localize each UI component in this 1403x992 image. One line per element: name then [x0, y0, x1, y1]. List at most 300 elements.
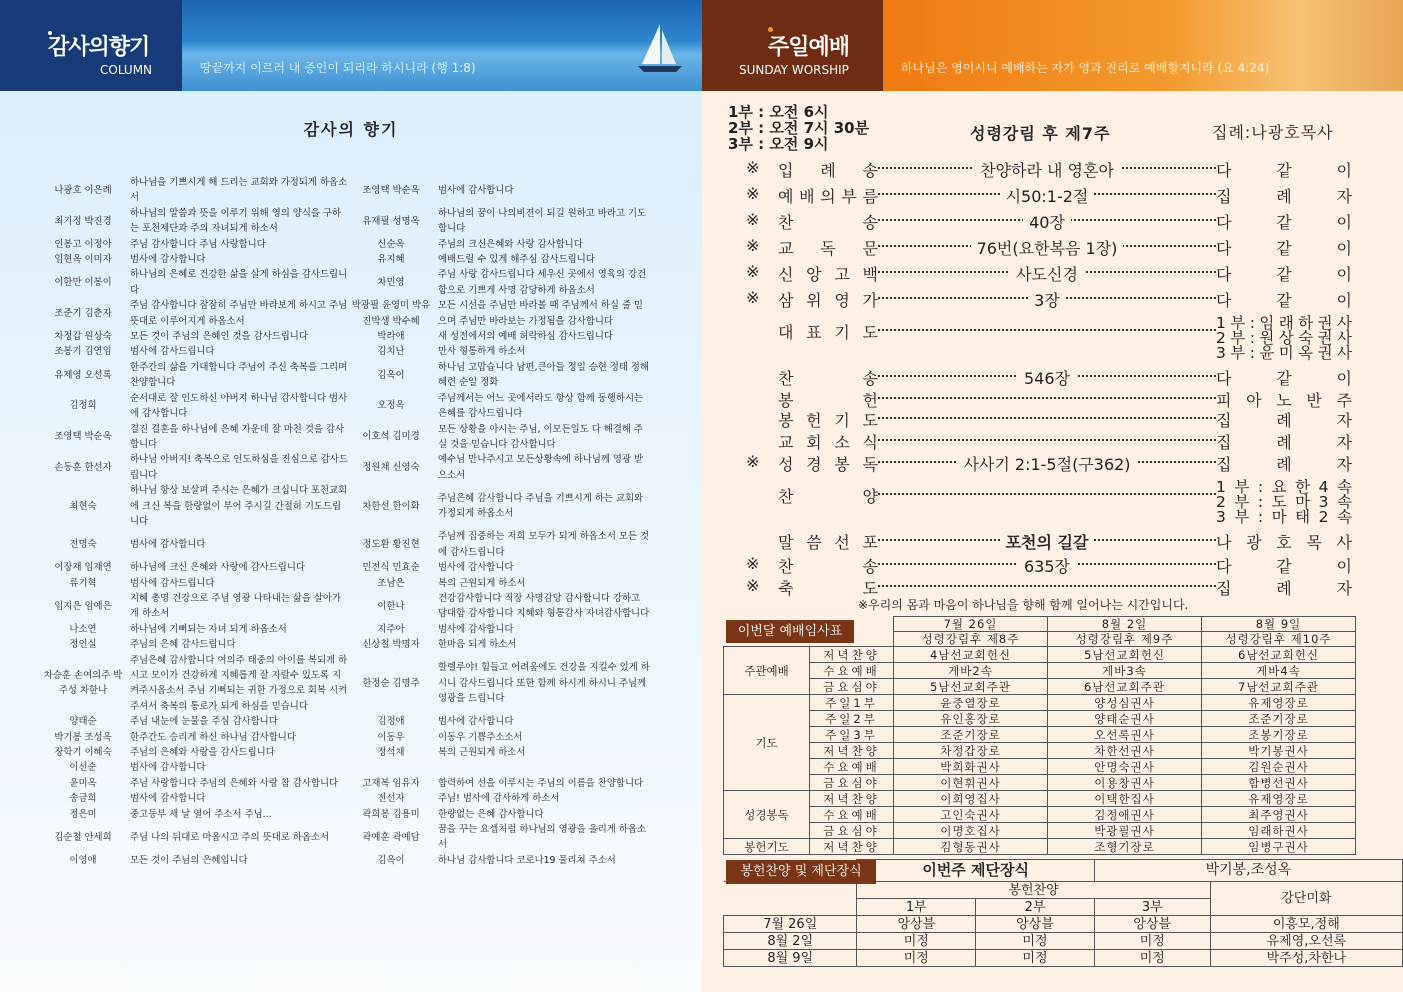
gratitude-message: 한주간의 삶을 기대합니다 주님이 주신 축복을 그리며 찬양합니다	[130, 361, 348, 389]
gratitude-message: 주님 감사합니다 주님 사랑합니다	[130, 238, 266, 250]
gratitude-message: 주님 사랑합니다 주님의 은혜와 사랑 참 감사합니다	[130, 777, 339, 789]
gratitude-message: 범사에 감사드립니다	[130, 346, 215, 358]
giver-name: 이동우	[377, 731, 405, 743]
gratitude-message: 새 성전에서의 예배 허락하심 감사드립니다	[438, 331, 613, 343]
praise-team: 앙상블	[976, 916, 1095, 933]
schedule-row	[724, 647, 1356, 663]
gratitude-list	[40, 175, 650, 868]
giver-name: 유제영 오선록	[54, 369, 112, 381]
stage-decorators: 박주성,차한나	[1210, 950, 1402, 967]
giver-name: 전선자	[377, 793, 405, 805]
standing-mark: ※	[746, 236, 760, 255]
giver-name: 고재복 임유자	[362, 777, 420, 789]
schedule-date: 7월 26일	[894, 617, 1048, 632]
order-item	[742, 408, 1352, 432]
giver-name: 나광호 이은례	[54, 184, 112, 196]
schedule-row	[724, 775, 1356, 791]
schedule-assignee: 4남선교회헌신	[894, 647, 1048, 663]
gratitude-message: 범사에 감사합니다	[438, 562, 514, 574]
giver-name: 조봉기 김연임	[54, 346, 112, 358]
order-item	[742, 478, 1352, 526]
service-title: 성령강림 후 제7주	[970, 124, 1111, 143]
schedule-assignee: 6남선교회주관	[1048, 679, 1202, 695]
giver-name: 김옥이	[377, 369, 405, 381]
praise-team: 앙상블	[857, 916, 976, 933]
gratitude-message: 하나님의 말씀과 뜻을 이루기 위해 영의 양식을 구하는 포천제단과 주의 자녀되게 하소서	[130, 207, 342, 235]
gratitude-row	[40, 853, 650, 868]
order-label: 찬 송	[778, 213, 878, 232]
order-leader: 다 같 이	[1216, 291, 1352, 310]
schedule-assignee: 최주영권사	[1202, 807, 1356, 823]
gratitude-row	[40, 560, 650, 575]
column-logo-title: 감사의향기	[48, 35, 150, 60]
schedule-assignee: 오선록권사	[1048, 727, 1202, 743]
standing-mark: ※	[746, 210, 760, 229]
order-content-text: 포천의 길갈	[1000, 533, 1095, 552]
schedule-assignee: 조준기장로	[894, 727, 1048, 743]
column-logo-subtitle: COLUMN	[100, 63, 153, 77]
praise-team: 미정	[976, 933, 1095, 950]
service-times	[728, 104, 869, 152]
order-leader: 집 례 자	[1216, 187, 1352, 206]
gratitude-row	[40, 344, 650, 359]
giver-name: 전명숙	[69, 539, 97, 551]
order-leader: 다 같 이	[1216, 239, 1352, 258]
schedule-service: 저녁찬양	[810, 743, 894, 759]
giver-name: 지주아	[377, 623, 405, 635]
order-leader: 피 아 노 반 주	[1216, 391, 1352, 410]
column-logo	[0, 0, 182, 91]
order-content-text: 76번(요한복음 1장)	[971, 239, 1124, 258]
gratitude-message: 주님 내눈에 눈물을 주심 감사합니다	[130, 716, 278, 728]
gratitude-row	[40, 791, 650, 806]
standing-mark: ※	[746, 576, 760, 595]
gratitude-message: 하나님 항상 보살펴 주시는 은혜가 크십니다 포천교회에 크신 복을 한량없이 부어 주시길 간절히 기도드립니다	[130, 485, 348, 527]
giver-name: 나소연	[69, 623, 97, 635]
giver-name: 정은미	[69, 808, 97, 820]
gratitude-message: 범사에 감사합니다	[130, 762, 206, 774]
schedule-assignee: 조형기장로	[1048, 839, 1202, 855]
order-item	[742, 184, 1352, 208]
order-item	[742, 554, 1352, 578]
schedule-assignee: 김형동권사	[894, 839, 1048, 855]
schedule-assignee: 함병선권사	[1202, 775, 1356, 791]
gratitude-message: 범사에 감사합니다	[130, 254, 206, 266]
gratitude-message: 주님의 은혜와 사랑을 감사드립니다	[130, 747, 275, 759]
gratitude-message: 주님은혜 감사합니다 여의주 태중의 아이를 복되게 하시고 모이가 건강하게 지혜롭게 잘 자랄수 있도록 지켜주시옵소서 주님 기뻐되는 귀한 가정으로 회복 시켜주셔서 축복의 통로가 되게 하심을 믿습니다	[130, 654, 348, 712]
order-leader: 집 례 자	[1216, 433, 1352, 452]
giver-name: 이한나	[377, 600, 405, 612]
gratitude-row	[40, 730, 650, 745]
order-leader-lines	[1216, 480, 1352, 525]
gratitude-row	[40, 529, 650, 560]
giver-name: 이장재 임재연	[54, 562, 112, 574]
schedule-assignee: 5남선교회주관	[894, 679, 1048, 695]
service-time: 3부 : 오전 9시	[728, 135, 829, 153]
schedule-assignee: 7남선교회주관	[1202, 679, 1356, 695]
order-leader: 다 같 이	[1216, 557, 1352, 576]
schedule-service: 주일3부	[810, 727, 894, 743]
gratitude-row	[40, 637, 650, 652]
gratitude-row	[40, 822, 650, 853]
gratitude-message: 결진 결혼을 하나님에 은혜 가운데 잘 마친 것을 감사합니다	[130, 423, 345, 450]
schedule-category: 성경봉독	[724, 791, 810, 839]
gratitude-row	[40, 622, 650, 637]
gratitude-row	[40, 360, 650, 391]
gratitude-message: 모든 시선을 주님만 바라볼 때 주님께서 하실 줄 믿으며 주님만 바라보는 가정됨을 감사합니다	[438, 300, 643, 327]
gratitude-message: 범사에 감사드립니다	[130, 577, 215, 589]
giver-name: 정인실	[69, 639, 97, 651]
order-label: 찬 송	[778, 557, 878, 576]
giver-name: 조영택 박순옥	[54, 431, 112, 443]
order-label: 삼 위 영 가	[778, 291, 878, 310]
schedule-tag: 이번달 예배임사표	[726, 620, 854, 643]
order-leader-line: 2 부 : 원 상 숙 권 사	[1216, 329, 1352, 347]
praise-team: 미정	[857, 950, 976, 967]
schedule-assignee: 이용창권사	[1048, 775, 1202, 791]
order-label: 찬 양	[778, 487, 878, 506]
giver-name: 임지은 임예은	[54, 600, 112, 612]
giver-name: 최기정 박진경	[54, 215, 112, 227]
giver-name: 차정갑 원상숙	[54, 331, 112, 343]
order-content	[878, 288, 1216, 311]
schedule-assignee: 6남선교회헌신	[1202, 647, 1356, 663]
giver-name: 박기봉 조성옥	[54, 731, 112, 743]
altar-date: 8월 2일	[724, 933, 857, 950]
giver-name: 조남은	[377, 577, 405, 589]
order-item	[742, 210, 1352, 234]
schedule-assignee: 김원순권사	[1202, 759, 1356, 775]
gratitude-message: 하나님 고맙습니다 남편,큰아들 정일 승현 정태 정해 혜련 순일 정화	[438, 361, 650, 389]
schedule-service: 금요심야	[810, 823, 894, 839]
gratitude-message: 하나님 아버지! 축복으로 인도하심을 진심으로 감사드립니다	[130, 454, 348, 481]
schedule-service: 저녁찬양	[810, 647, 894, 663]
order-label: 교 회 소 식	[778, 433, 878, 452]
giver-name: 박광필 윤영미 박유진박생 박수혜	[351, 300, 431, 327]
monthly-schedule-table	[723, 616, 1356, 855]
gratitude-row	[40, 714, 650, 729]
giver-name: 유재필 성명옥	[362, 215, 420, 227]
worship-logo	[702, 0, 883, 91]
giver-name: 신상철 박명자	[362, 639, 420, 651]
dotted-leader	[878, 329, 1216, 331]
gratitude-row	[40, 391, 650, 422]
gratitude-row	[40, 576, 650, 591]
order-label: 찬 송	[778, 369, 878, 388]
schedule-service: 수요예배	[810, 807, 894, 823]
giver-name: 정도환 황진현	[362, 539, 420, 551]
worship-page	[702, 0, 1403, 992]
giver-name: 차민영	[377, 277, 405, 289]
gratitude-row	[40, 298, 650, 329]
gratitude-message: 순서대로 잘 인도하신 아버지 하나님 감사합니다 범사에 감사합니다	[130, 392, 348, 420]
giver-name: 김치난	[377, 346, 405, 358]
gratitude-row	[40, 422, 650, 453]
schedule-service: 수요예배	[810, 663, 894, 679]
standing-mark: ※	[746, 288, 760, 307]
schedule-row	[724, 663, 1356, 679]
order-content	[878, 366, 1216, 389]
gratitude-row	[40, 776, 650, 791]
gratitude-row	[40, 591, 650, 622]
giver-name: 조준기 김춘자	[54, 307, 112, 319]
column-verse: 땅끝까지 이르러 내 증인이 되리라 하시니라 (행 1:8)	[200, 61, 476, 75]
schedule-assignee: 박희화권사	[894, 759, 1048, 775]
gratitude-message: 중고등부 새 날 열어 주소서 주님...	[130, 808, 272, 820]
gratitude-message: 주님의 은혜 감사드립니다	[130, 639, 236, 651]
gratitude-row	[40, 745, 650, 760]
gratitude-message: 하나님을 기쁘시게 해 드리는 교회와 가정되게 하옵소서	[130, 177, 348, 204]
order-label: 봉 헌	[778, 391, 878, 410]
gratitude-message: 건강감사합니다 직장 사명감당 감사합니다 강하고 담대함 감사합니다 지혜와 형통감사 자녀감사합니다	[438, 592, 650, 620]
gratitude-message: 복의 근원되게 하소서	[438, 577, 526, 589]
gratitude-message: 하나님의 꿈이 나의비젼이 되길 원하고 바라고 기도합니다	[438, 207, 647, 235]
wheat-banner	[883, 0, 1403, 91]
standing-mark: ※	[746, 262, 760, 281]
order-item	[742, 530, 1352, 554]
column-header	[0, 0, 702, 91]
schedule-assignee: 박기봉권사	[1202, 743, 1356, 759]
altar-corner	[724, 882, 857, 916]
order-content-text: 찬양하라 내 영혼아	[974, 161, 1120, 180]
giver-name: 곽희봉 김용미	[362, 808, 420, 820]
order-item	[742, 366, 1352, 390]
order-item	[742, 314, 1352, 362]
schedule-assignee: 양성심권사	[1048, 695, 1202, 711]
giver-name: 이영애	[69, 854, 97, 866]
schedule-assignee: 안명숙권사	[1048, 759, 1202, 775]
dotted-leader	[878, 493, 1216, 495]
sailboat-icon	[630, 20, 690, 80]
order-content-text: 사사기 2:1-5절(구362)	[957, 455, 1136, 474]
altar-row	[724, 933, 1403, 950]
order-item	[742, 452, 1352, 476]
praise-team: 미정	[976, 950, 1095, 967]
gratitude-message: 하나님에 기뻐되는 자녀 되게 하옵소서	[130, 623, 287, 635]
gratitude-row	[40, 206, 650, 237]
standing-mark: ※	[746, 554, 760, 573]
order-item	[742, 430, 1352, 454]
dotted-leader	[878, 397, 1216, 399]
schedule-assignee: 고인숙권사	[894, 807, 1048, 823]
worship-logo-subtitle: SUNDAY WORSHIP	[739, 63, 849, 77]
standing-mark: ※	[746, 184, 760, 203]
gratitude-message: 이동우 기쁨주소소서	[438, 731, 523, 743]
schedule-assignee: 5남선교회헌신	[1048, 647, 1202, 663]
order-label: 입 례 송	[778, 161, 878, 180]
service-time: 2부 : 오전 7시 30분	[728, 119, 870, 137]
schedule-assignee: 이택한집사	[1048, 791, 1202, 807]
gratitude-message: 범사에 감사합니다	[438, 623, 514, 635]
officiant: 집례:나광호목사	[1212, 123, 1334, 142]
giver-name: 차한선 한이화	[362, 500, 420, 512]
order-label: 봉 헌 기 도	[778, 411, 878, 430]
giver-name: 이한만 이봉이	[54, 277, 112, 289]
dotted-leader	[878, 417, 1216, 419]
schedule-category: 기도	[724, 695, 810, 791]
standing-mark: ※	[746, 452, 760, 471]
giver-name: 김옥이	[377, 854, 405, 866]
order-leader: 나 광 호 목 사	[1216, 533, 1352, 552]
schedule-assignee: 이현휘권사	[894, 775, 1048, 791]
gratitude-message: 예배드릴 수 있게 해주심 감사드립니다	[438, 254, 595, 266]
order-leader-line: 3 부 : 윤 미 옥 권 사	[1216, 344, 1352, 362]
order-item	[742, 236, 1352, 260]
giver-name: 최현숙	[69, 500, 97, 512]
schedule-week: 성령강림후 제8주	[894, 632, 1048, 647]
order-leader-line: 1 부 : 요 한 4 속	[1216, 478, 1352, 496]
service-time: 1부 : 오전 6시	[728, 103, 829, 121]
gratitude-row	[40, 483, 650, 529]
order-label: 대 표 기 도	[778, 323, 878, 342]
order-content-text: 546장	[1018, 369, 1076, 388]
schedule-row	[724, 679, 1356, 695]
column-title: 감사의 향기	[303, 120, 399, 139]
order-content-text: 40장	[1023, 213, 1071, 232]
giver-name: 류기혁	[69, 577, 97, 589]
dotted-leader	[878, 585, 1216, 587]
order-leader: 집 례 자	[1216, 411, 1352, 430]
gratitude-message: 주님의 크신은혜와 사랑 감사합니다	[438, 238, 583, 250]
gratitude-message: 주님 감사합니다 잠잠히 주님만 바라보게 하시고 주님뜻대로 이루어지게 하옵소서	[130, 300, 348, 327]
schedule-category: 주관예배	[724, 647, 810, 695]
praise-team: 앙상블	[1094, 916, 1210, 933]
altar-date: 7월 26일	[724, 916, 857, 933]
gratitude-message: 한주간도 승리게 하신 하나님 감사합니다	[130, 731, 296, 743]
schedule-service: 주일2부	[810, 711, 894, 727]
giver-name: 조영택 박순옥	[362, 184, 420, 196]
schedule-row	[724, 743, 1356, 759]
order-leader-line: 2 부 : 도 마 3 속	[1216, 493, 1352, 511]
giver-name: 김정애	[377, 716, 405, 728]
giver-name: 유지혜	[377, 254, 405, 266]
order-leader: 다 같 이	[1216, 161, 1352, 180]
column-body	[0, 91, 702, 992]
gratitude-message: 범사에 감사합니다	[438, 184, 514, 196]
praise-part: 3부	[1094, 899, 1210, 916]
gratitude-message: 모든 것이 주님의 은혜인 것을 감사드립니다	[130, 331, 308, 343]
order-content	[878, 158, 1216, 181]
order-content	[878, 184, 1216, 207]
giver-name: 정석채	[377, 747, 405, 759]
schedule-service: 금요심야	[810, 679, 894, 695]
giver-name: 손동훈 한선자	[54, 462, 112, 474]
schedule-assignee: 유제영장로	[1202, 791, 1356, 807]
schedule-row	[724, 823, 1356, 839]
schedule-service: 금요심야	[810, 775, 894, 791]
order-leader: 집 례 자	[1216, 455, 1352, 474]
gratitude-row	[40, 807, 650, 822]
gratitude-message: 만사 형통하게 하소서	[438, 346, 526, 358]
altar-row	[724, 950, 1403, 967]
schedule-assignee: 게바2속	[894, 663, 1048, 679]
gratitude-message: 복의 근원되게 하소서	[438, 747, 526, 759]
order-content	[878, 554, 1216, 577]
schedule-date: 8월 9일	[1202, 617, 1356, 632]
order-item	[742, 288, 1352, 312]
gratitude-message: 모든 상황을 아시는 주님, 이모든일도 다 해결해 주실 것을 믿습니다 감사합니다	[438, 423, 643, 450]
gratitude-row	[40, 237, 650, 252]
schedule-assignee: 게바3속	[1048, 663, 1202, 679]
order-content-text: 635장	[1018, 557, 1076, 576]
dotted-leader	[878, 439, 1216, 441]
standing-mark: ※	[746, 158, 760, 177]
order-content	[878, 236, 1216, 259]
worship-logo-title: 주일예배	[768, 35, 850, 60]
schedule-assignee: 이명호집사	[894, 823, 1048, 839]
stage-header: 강단미화	[1210, 882, 1402, 916]
schedule-row	[724, 791, 1356, 807]
gratitude-message: 한량없는 은혜 감사합니다	[438, 808, 544, 820]
praise-part: 1부	[857, 899, 976, 916]
order-label: 예 배 의 부 름	[778, 187, 878, 206]
order-label: 말 씀 선 포	[778, 533, 878, 552]
gratitude-row	[40, 175, 650, 206]
schedule-assignee: 유인홍장로	[894, 711, 1048, 727]
schedule-date: 8월 2일	[1048, 617, 1202, 632]
gratitude-message: 모든 것이 주님의 은혜입니다	[130, 854, 248, 866]
schedule-assignee: 윤중열장로	[894, 695, 1048, 711]
schedule-service: 저녁찬양	[810, 839, 894, 855]
stage-decorators: 이흥모,정해	[1210, 916, 1402, 933]
order-content-text: 사도신경	[1010, 265, 1084, 284]
schedule-assignee: 이희영집사	[894, 791, 1048, 807]
order-label: 성 경 봉 독	[778, 455, 878, 474]
gratitude-row	[40, 267, 650, 298]
worship-header	[702, 0, 1403, 91]
altar-title: 이번주 제단장식	[857, 860, 1094, 882]
schedule-assignee: 차한선권사	[1048, 743, 1202, 759]
gratitude-message: 주님은혜 감사합니다 주님을 기쁘시게 하는 교회와 가정되게 하옵소서	[438, 492, 644, 520]
gratitude-message: 한마음 되게 하소서	[438, 639, 517, 651]
praise-team: 미정	[1094, 950, 1210, 967]
giver-name: 민전식 민효순	[362, 562, 420, 574]
worship-note: ※우리의 몸과 마음이 하나님을 향해 함께 일어나는 시간입니다.	[858, 598, 1189, 612]
schedule-assignee: 유제영장로	[1202, 695, 1356, 711]
praise-part: 2부	[976, 899, 1095, 916]
gratitude-row	[40, 452, 650, 483]
schedule-service: 수요예배	[810, 759, 894, 775]
schedule-week: 성령강림후 제9주	[1048, 632, 1202, 647]
schedule-row	[724, 807, 1356, 823]
gratitude-message: 합력하여 선을 이루시는 주님의 이름을 찬양합니다	[438, 777, 644, 789]
giver-name: 김순철 안세희	[54, 831, 112, 843]
altar-row	[724, 916, 1403, 933]
praise-header: 봉헌찬양	[857, 882, 1210, 899]
altar-tag: 봉헌찬양 및 제단장식	[726, 860, 876, 884]
schedule-assignee: 임병구권사	[1202, 839, 1356, 855]
gratitude-message: 하나님 감사합니다 코로나19 물리쳐 주소서	[438, 854, 616, 866]
order-leader-line: 3 부 : 마 태 2 속	[1216, 508, 1352, 526]
sea-banner	[182, 0, 702, 91]
schedule-row	[724, 727, 1356, 743]
schedule-assignee: 게바4속	[1202, 663, 1356, 679]
schedule-assignee: 박광필권사	[1048, 823, 1202, 839]
schedule-row	[724, 839, 1356, 855]
giver-name: 한정순 김명주	[362, 677, 420, 689]
gratitude-message: 주님 나의 뒤대로 마옵시고 주의 뜻대로 하옵소서	[130, 831, 330, 843]
gratitude-message: 주님 사랑 감사드립니다 세우신 곳에서 영육의 강건함으로 기쁘게 사명 감당하게 하옵소서	[438, 269, 647, 296]
schedule-service: 주일1부	[810, 695, 894, 711]
giver-name: 박라애	[377, 331, 405, 343]
order-leader-lines	[1216, 316, 1352, 361]
gratitude-row	[40, 653, 650, 715]
giver-name: 임현옥 이미자	[54, 254, 112, 266]
gratitude-message: 범사에 감사합니다	[130, 793, 206, 805]
giver-name: 송금희	[69, 793, 97, 805]
schedule-row	[724, 759, 1356, 775]
schedule-assignee: 양태순권사	[1048, 711, 1202, 727]
